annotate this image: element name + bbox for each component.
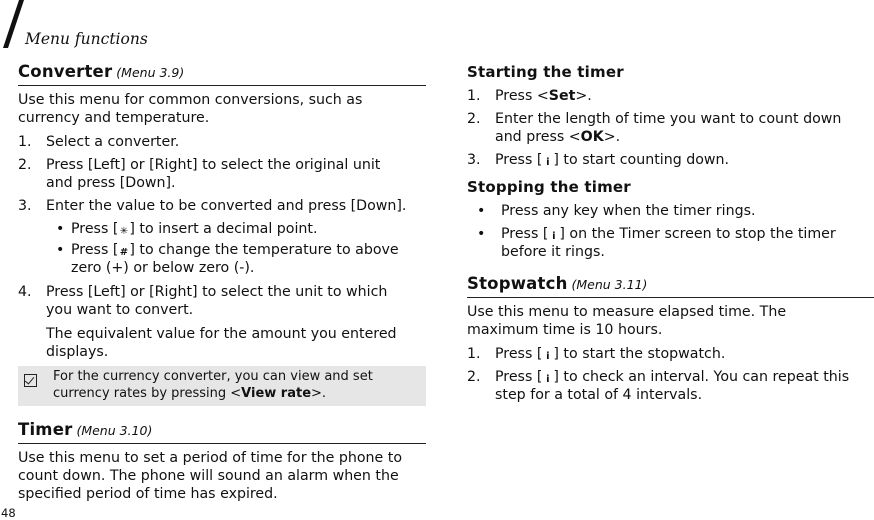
step-number: 1. [467,346,481,362]
converter-menu-ref: (Menu 3.9) [116,65,185,80]
converter-title [18,63,426,82]
step-number: 3. [18,198,32,214]
header-accent-bar [3,0,24,48]
timer-menu-ref: (Menu 3.10) [76,423,153,438]
stopwatch-title-text: Stopwatch [467,274,568,293]
timer-intro-line2: count down. The phone will sound an alarm when the [18,468,399,484]
bullet-mark: • [477,203,486,219]
bullet-mark: • [56,221,65,237]
step-text: Enter the value to be converted and press [Down]. [46,198,407,214]
set-softkey: Set [548,88,576,104]
step-number: 3. [467,152,481,168]
bullet-mark: • [477,226,486,242]
step-text: you want to convert. [46,302,194,318]
converter-title-text: Converter [18,62,113,81]
timer-rule [18,443,426,444]
page-number: 48 [1,506,16,520]
result-text: displays. [46,344,109,360]
step-text: and press [Down]. [46,175,176,191]
checkbox-note-icon [24,374,37,387]
step-text: Select a converter. [46,134,180,150]
ok-key-icon: i [546,157,550,168]
stopwatch-menu-ref: (Menu 3.11) [571,277,648,292]
stopwatch-title [467,275,874,294]
view-rate-softkey: View rate [241,386,312,401]
timer-title-text: Timer [18,420,73,439]
stopwatch-rule [467,297,874,298]
step-number: 2. [18,157,32,173]
converter-intro-line1: Use this menu for common conversions, such as [18,92,363,108]
converter-rule [18,85,426,86]
star-key-icon: ✳ [119,226,129,237]
header-title: Menu functions [25,30,148,48]
timer-intro-line1: Use this menu to set a period of time for the phone to [18,450,403,466]
hash-key-icon: # [119,247,129,258]
bullet-text: Press [ i ] on the Timer screen to stop the timer [501,226,836,242]
note-line-1: For the currency converter, you can view and set [53,369,373,384]
stopwatch-intro-line1: Use this menu to measure elapsed time. The [467,304,787,320]
step-number: 1. [18,134,32,150]
step-text: Press [ i ] to start counting down. [495,152,730,168]
step-text: Enter the length of time you want to count down [495,111,842,127]
note-box [18,366,426,406]
note-line-2: currency rates by pressing <View rate>. [53,386,327,401]
step-number: 1. [467,88,481,104]
bullet-text: Press any key when the timer rings. [501,203,756,219]
bullet-text: before it rings. [501,244,605,260]
step-number: 2. [467,369,481,385]
step-text: Press [Left] or [Right] to select the original unit [46,157,381,173]
step-text: Press [ i ] to check an interval. You can repeat this [495,369,850,385]
result-text: The equivalent value for the amount you entered [46,326,397,342]
converter-intro-line2: currency and temperature. [18,110,210,126]
timer-title [18,421,426,440]
bullet-text: Press [#] to change the temperature to above [71,242,399,258]
timer-intro-line3: specified period of time has expired. [18,486,278,502]
step-number: 2. [467,111,481,127]
stopping-timer-heading: Stopping the timer [467,178,631,196]
ok-key-icon: i [546,351,550,362]
bullet-text: Press [✳] to insert a decimal point. [71,221,318,237]
ok-key-icon: i [552,231,556,242]
bullet-mark: • [56,242,65,258]
step-number: 4. [18,284,32,300]
step-text: Press <Set>. [495,88,592,104]
starting-timer-heading: Starting the timer [467,63,624,81]
step-text: and press <OK>. [495,129,621,145]
step-text: Press [Left] or [Right] to select the unit to which [46,284,388,300]
ok-key-icon: i [546,374,550,385]
step-text: Press [ i ] to start the stopwatch. [495,346,726,362]
note-text [53,368,420,402]
stopwatch-intro-line2: maximum time is 10 hours. [467,322,663,338]
bullet-text: zero (+) or below zero (-). [71,260,255,276]
ok-softkey: OK [580,129,604,145]
step-text: step for a total of 4 intervals. [495,387,703,403]
